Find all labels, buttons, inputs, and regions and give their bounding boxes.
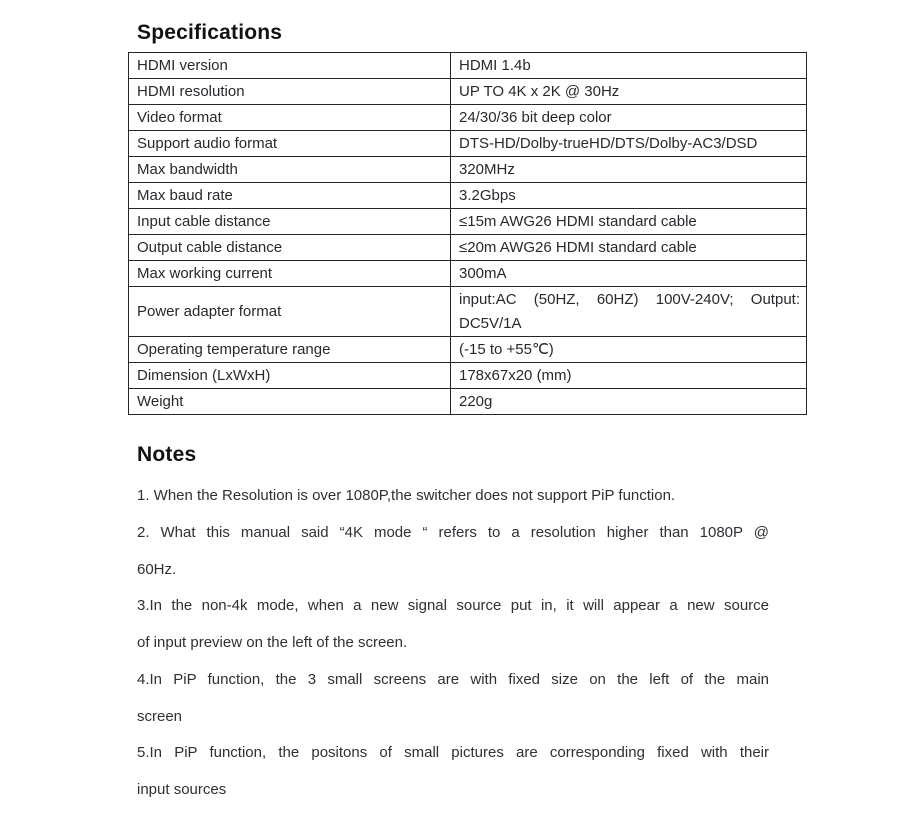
table-row xyxy=(129,105,807,131)
spec-label: Video format xyxy=(129,105,451,131)
spec-label: HDMI version xyxy=(129,53,451,79)
note-item xyxy=(137,588,769,662)
note-line: 3.In the non-4k mode, when a new signal source put in, it will appear a new source xyxy=(137,597,769,615)
spec-value: 300mA xyxy=(451,261,807,287)
note-line: 2. What this manual said “4K mode “ refers to a resolution higher than 1080P @ xyxy=(137,523,769,541)
spec-value: 3.2Gbps xyxy=(451,183,807,209)
note-line: of input preview on the left of the screen. xyxy=(137,634,408,651)
table-row xyxy=(129,235,807,261)
spec-label: Output cable distance xyxy=(129,235,451,261)
spec-label: Max working current xyxy=(129,261,451,287)
spec-value-line: DC5V/1A xyxy=(459,314,522,332)
note-item xyxy=(137,735,769,809)
spec-value xyxy=(451,287,807,337)
spec-label: Operating temperature range xyxy=(129,337,451,363)
spec-label: Input cable distance xyxy=(129,209,451,235)
table-row xyxy=(129,337,807,363)
spec-label: Power adapter format xyxy=(129,287,451,337)
spec-value: 320MHz xyxy=(451,157,807,183)
note-line: 5.In PiP function, the positons of small pictures are corresponding fixed with their xyxy=(137,744,769,762)
spec-value: (-15 to +55℃) xyxy=(451,337,807,363)
spec-label: Max baud rate xyxy=(129,183,451,209)
table-row xyxy=(129,209,807,235)
table-row xyxy=(129,363,807,389)
spec-label: Support audio format xyxy=(129,131,451,157)
spec-value: ≤15m AWG26 HDMI standard cable xyxy=(451,209,807,235)
specifications-heading: Specifications xyxy=(137,21,283,44)
spec-value-line: input:AC (50HZ, 60HZ) 100V-240V; Output: xyxy=(459,290,800,308)
note-item xyxy=(137,515,769,589)
note-line: screen xyxy=(137,707,183,725)
note-line: 60Hz. xyxy=(137,560,177,578)
spec-label: Dimension (LxWxH) xyxy=(129,363,451,389)
note-line: input sources xyxy=(137,781,227,798)
spec-value: UP TO 4K x 2K @ 30Hz xyxy=(451,79,807,105)
spec-value: 220g xyxy=(451,389,807,415)
note-line: 1. When the Resolution is over 1080P,the switcher does not support PiP function. xyxy=(137,487,676,504)
spec-value: ≤20m AWG26 HDMI standard cable xyxy=(451,235,807,261)
table-row xyxy=(129,53,807,79)
note-item xyxy=(137,478,769,515)
table-row xyxy=(129,287,807,337)
table-row xyxy=(129,157,807,183)
specifications-table xyxy=(128,52,807,415)
notes-heading: Notes xyxy=(137,443,197,466)
spec-value: DTS-HD/Dolby-trueHD/DTS/Dolby-AC3/DSD xyxy=(451,131,807,157)
table-row xyxy=(129,131,807,157)
table-row xyxy=(129,183,807,209)
spec-label: Weight xyxy=(129,389,451,415)
note-item xyxy=(137,662,769,736)
spec-value: 178x67x20 (mm) xyxy=(451,363,807,389)
spec-value: HDMI 1.4b xyxy=(451,53,807,79)
spec-value: 24/30/36 bit deep color xyxy=(451,105,807,131)
table-row xyxy=(129,261,807,287)
spec-label: HDMI resolution xyxy=(129,79,451,105)
table-row xyxy=(129,389,807,415)
note-line: 4.In PiP function, the 3 small screens are with fixed size on the left of the main xyxy=(137,670,769,688)
table-row xyxy=(129,79,807,105)
notes-section xyxy=(137,478,769,809)
spec-label: Max bandwidth xyxy=(129,157,451,183)
